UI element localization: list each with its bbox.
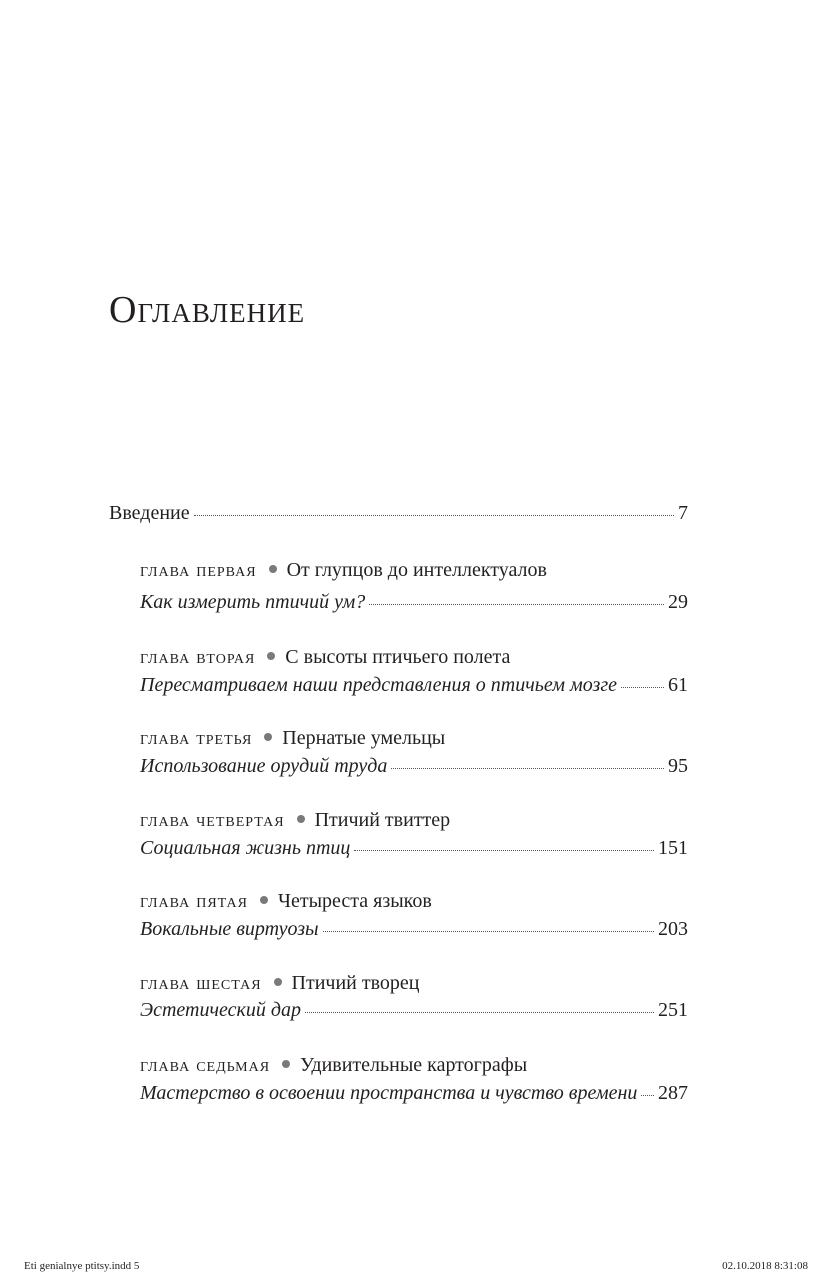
leader-dots: [305, 1012, 654, 1013]
chapter-subtitle: Как измерить птичий ум?: [140, 591, 366, 613]
chapter-title: Птичий твиттер: [314, 809, 451, 831]
chapter-label: глава шестая: [140, 972, 262, 994]
chapter-heading: [140, 560, 547, 580]
chapter-label: глава четвертая: [140, 809, 285, 831]
chapter-entry: [140, 1083, 688, 1103]
chapter-page: 203: [658, 918, 688, 940]
chapter-subtitle: Вокальные виртуозы: [140, 918, 319, 940]
chapter-subtitle: Пересматриваем наши представления о птичьем мозге: [140, 674, 617, 696]
leader-dots: [391, 768, 664, 769]
chapter-title: Пернатые умельцы: [282, 727, 446, 749]
leader-dots: [621, 687, 664, 688]
bullet-icon: [274, 978, 282, 986]
chapter-page: 29: [668, 591, 688, 613]
chapter-entry: [140, 756, 688, 776]
chapter-title: От глупцов до интеллектуалов: [286, 559, 547, 581]
bullet-icon: [297, 815, 305, 823]
chapter-label: глава первая: [140, 559, 257, 581]
leader-dots: [194, 515, 674, 516]
chapter-entry: [140, 675, 688, 695]
chapter-label: глава вторая: [140, 646, 256, 668]
footer-timestamp: 02.10.2018 8:31:08: [722, 1260, 808, 1272]
bullet-icon: [264, 733, 272, 741]
chapter-page: 61: [668, 674, 688, 696]
leader-dots: [323, 931, 654, 932]
chapter-title: Четыреста языков: [277, 890, 432, 912]
chapter-label: глава пятая: [140, 890, 248, 912]
chapter-heading: [140, 1055, 527, 1075]
toc-intro-page: 7: [678, 502, 688, 524]
toc-intro-label: Введение: [109, 502, 190, 524]
chapter-heading: [140, 973, 420, 993]
footer-file-info: Eti genialnye ptitsy.indd 5: [24, 1260, 140, 1272]
chapter-heading: [140, 728, 445, 748]
chapter-label: глава седьмая: [140, 1054, 271, 1076]
chapter-heading: [140, 891, 432, 911]
chapter-entry: [140, 919, 688, 939]
chapter-subtitle: Социальная жизнь птиц: [140, 837, 351, 859]
bullet-icon: [282, 1060, 290, 1068]
chapter-page: 95: [668, 755, 688, 777]
leader-dots: [641, 1095, 654, 1096]
page-title: Оглавление: [109, 289, 306, 331]
chapter-entry: [140, 592, 688, 612]
chapter-entry: [140, 838, 688, 858]
chapter-heading: [140, 647, 510, 667]
toc-intro: [109, 503, 688, 523]
chapter-entry: [140, 1000, 688, 1020]
leader-dots: [354, 850, 654, 851]
bullet-icon: [267, 652, 275, 660]
bullet-icon: [260, 896, 268, 904]
chapter-subtitle: Эстетический дар: [140, 999, 301, 1021]
chapter-heading: [140, 810, 450, 830]
chapter-label: глава третья: [140, 727, 253, 749]
chapter-title: Птичий творец: [291, 972, 420, 994]
chapter-page: 151: [658, 837, 688, 859]
chapter-subtitle: Использование орудий труда: [140, 755, 388, 777]
chapter-page: 251: [658, 999, 688, 1021]
chapter-title: С высоты птичьего полета: [285, 646, 511, 668]
bullet-icon: [269, 565, 277, 573]
chapter-subtitle: Мастерство в освоении пространства и чувство времени: [140, 1082, 638, 1104]
leader-dots: [369, 604, 664, 605]
chapter-title: Удивительные картографы: [300, 1054, 528, 1076]
chapter-page: 287: [658, 1082, 688, 1104]
